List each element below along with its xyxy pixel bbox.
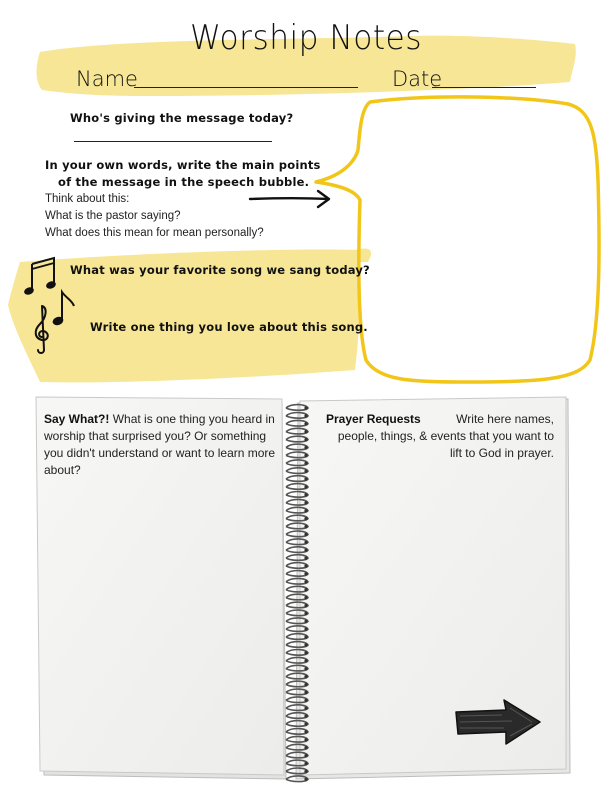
- spiral-hole: [304, 446, 307, 449]
- spiral-hole: [304, 414, 307, 417]
- spiral-hole: [304, 493, 307, 496]
- spiral-hole: [304, 651, 307, 654]
- say-what-body: What is one thing you heard in worship that surprised you? Or something you didn't understand or want to learn more about?: [44, 412, 276, 477]
- spiral-hole: [304, 557, 307, 560]
- spiral-hole: [304, 754, 307, 757]
- prayer-requests-heading: Prayer Requests: [326, 412, 421, 426]
- spiral-hole: [304, 643, 307, 646]
- spiral-hole: [304, 746, 307, 749]
- spiral-hole: [304, 470, 307, 473]
- page-title: Worship Notes: [189, 18, 423, 58]
- spiral-hole: [304, 620, 307, 623]
- music-note-icon: [52, 290, 76, 326]
- say-what-heading: Say What?!: [44, 412, 110, 426]
- date-label: Date: [392, 67, 443, 91]
- spiral-hole: [304, 485, 307, 488]
- spiral-hole: [304, 628, 307, 631]
- main-points-line2: of the message in the speech bubble.: [58, 175, 310, 189]
- spiral-hole: [304, 564, 307, 567]
- spiral-hole: [304, 580, 307, 583]
- speech-bubble[interactable]: [310, 90, 610, 390]
- spiral-hole: [304, 778, 307, 781]
- spiral-hole: [304, 596, 307, 599]
- spiral-hole: [304, 430, 307, 433]
- spiral-hole: [304, 683, 307, 686]
- spiral-hole: [304, 541, 307, 544]
- spiral-hole: [304, 525, 307, 528]
- say-what-box[interactable]: [44, 411, 276, 479]
- prayer-requests-box[interactable]: [326, 411, 554, 462]
- speaker-line[interactable]: [74, 141, 272, 142]
- name-line[interactable]: [134, 87, 358, 88]
- spiral-hole: [304, 715, 307, 718]
- treble-clef-icon: [30, 302, 54, 354]
- spiral-hole: [304, 438, 307, 441]
- love-song-question: Write one thing you love about this song.: [90, 320, 368, 334]
- spiral-hole: [304, 509, 307, 512]
- think-question-1: What is the pastor saying?: [45, 210, 181, 222]
- spiral-hole: [304, 770, 307, 773]
- spiral-hole: [304, 588, 307, 591]
- spiral-hole: [304, 462, 307, 465]
- spiral-hole: [304, 762, 307, 765]
- think-intro: Think about this:: [45, 193, 130, 205]
- next-arrow-icon[interactable]: [452, 698, 544, 748]
- spiral-hole: [304, 501, 307, 504]
- favorite-song-question: What was your favorite song we sang today?: [70, 263, 370, 277]
- spiral-hole: [304, 667, 307, 670]
- spiral-hole: [304, 478, 307, 481]
- spiral-hole: [304, 517, 307, 520]
- spiral-hole: [304, 675, 307, 678]
- think-question-2: What does this mean for mean personally?: [45, 227, 264, 239]
- spiral-hole: [304, 699, 307, 702]
- spiral-hole: [304, 659, 307, 662]
- spiral-hole: [304, 549, 307, 552]
- spiral-hole: [304, 454, 307, 457]
- spiral-hole: [304, 636, 307, 639]
- spiral-hole: [304, 422, 307, 425]
- spiral-hole: [304, 604, 307, 607]
- date-line[interactable]: [432, 87, 536, 88]
- spiral-hole: [304, 722, 307, 725]
- spiral-hole: [304, 730, 307, 733]
- spiral-hole: [304, 406, 307, 409]
- spiral-binding: [280, 402, 314, 788]
- spiral-hole: [304, 533, 307, 536]
- spiral-hole: [304, 612, 307, 615]
- spiral-hole: [304, 691, 307, 694]
- name-label: Name: [76, 67, 138, 91]
- spiral-hole: [304, 572, 307, 575]
- spiral-hole: [304, 738, 307, 741]
- prayer-requests-body: Write here names, people, things, & events that you want to lift to God in prayer.: [337, 412, 554, 460]
- speaker-question: Who's giving the message today?: [70, 111, 294, 125]
- spiral-hole: [304, 707, 307, 710]
- main-points-line1: In your own words, write the main points: [45, 158, 321, 172]
